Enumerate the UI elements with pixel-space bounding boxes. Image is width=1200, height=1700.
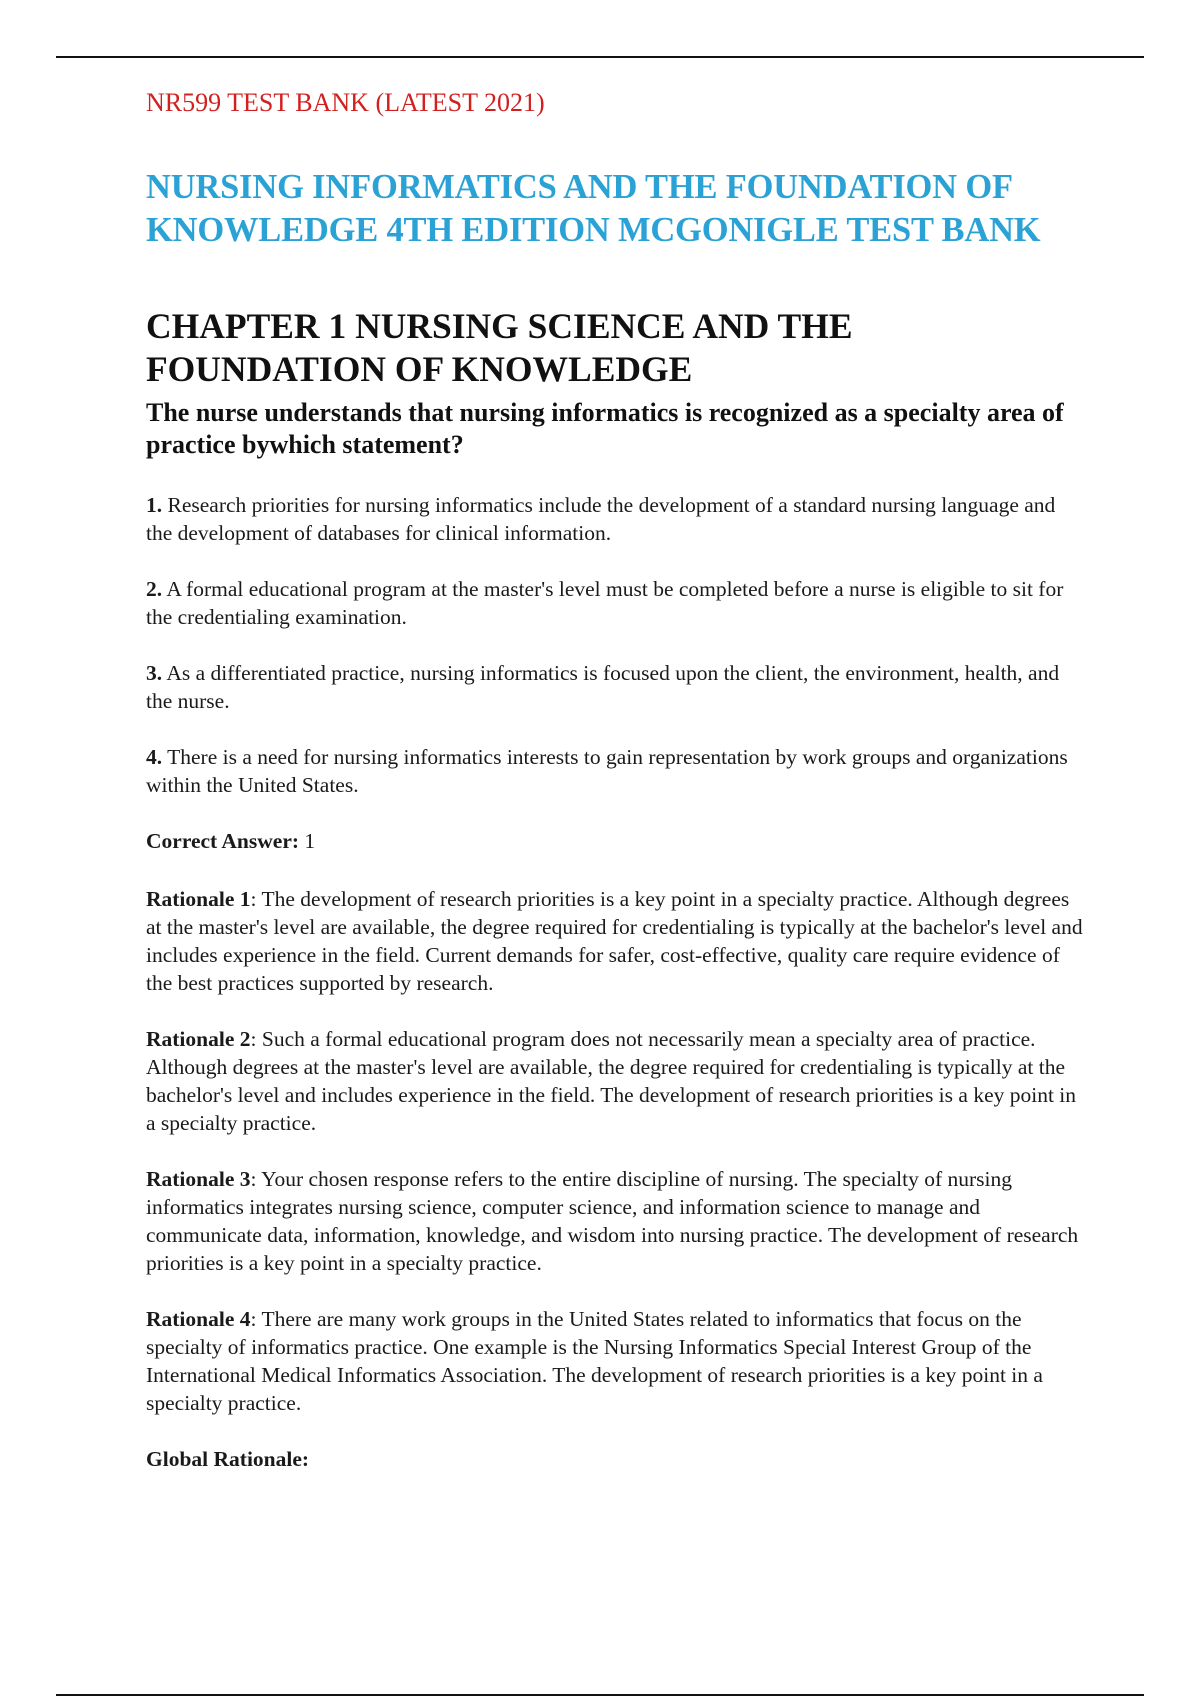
document-tag: NR599 TEST BANK (LATEST 2021) [146,88,545,117]
bottom-rule [56,1694,1144,1696]
rationale-text: : There are many work groups in the United States related to informatics that focus on the specialty of informatics practice. One example is the Nursing Informatics Special Interest Group of the International Medical Informatics Association. The development of research priorities is a key point in a specialty practice. [146,1307,1043,1415]
option-number: 4. [146,745,163,769]
option-2 [146,575,1086,631]
chapter-title: CHAPTER 1 NURSING SCIENCE AND THE FOUNDATION OF KNOWLEDGE [146,306,853,389]
correct-answer-value: 1 [304,829,316,853]
rationale-text: : Such a formal educational program does not necessarily mean a specialty area of practice. Although degrees at the master's level are available, the degree required for credentialing is typically at the bachelor's level and includes experience in the field. The development of research priorities is a key point in a specialty practice. [146,1027,1077,1135]
option-text: A formal educational program at the master's level must be completed before a nurse is eligible to sit for the credentialing examination. [146,577,1064,629]
option-1 [146,491,1086,547]
rationale-4 [146,1305,1086,1417]
rationale-label: Rationale 2 [146,1027,251,1051]
rationale-label: Rationale 4 [146,1307,251,1331]
rationale-label: Rationale 1 [146,887,251,911]
document-body [146,86,1106,1473]
option-text: Research priorities for nursing informatics include the development of a standard nursing language and the development of databases for clinical information. [146,493,1056,545]
option-text: As a differentiated practice, nursing informatics is focused upon the client, the environment, health, and the nurse. [146,661,1060,713]
answer-options [146,491,1106,799]
rationale-3 [146,1165,1086,1277]
option-text: There is a need for nursing informatics interests to gain representation by work groups and organizations within the United States. [146,745,1068,797]
option-4 [146,743,1086,799]
global-rationale-label: Global Rationale: [146,1447,310,1471]
option-number: 3. [146,661,163,685]
rationale-1 [146,885,1086,997]
correct-answer [146,827,1106,855]
top-rule [56,56,1144,58]
correct-answer-label: Correct Answer: [146,829,300,853]
option-number: 2. [146,577,163,601]
rationale-text: : The development of research priorities is a key point in a specialty practice. Although degrees at the master's level are available, the degree required for credentialing is typically at the bachelor's level and includes experience in the field. Current demands for safer, cost-effective, quality care require evidence of the best practices supported by research. [146,887,1083,995]
question-stem: The nurse understands that nursing informatics is recognized as a specialty area of practice bywhich statement? [146,398,1064,459]
rationale-2 [146,1025,1086,1137]
document-title: NURSING INFORMATICS AND THE FOUNDATION OF KNOWLEDGE 4TH EDITION MCGONIGLE TEST BANK [146,168,1041,249]
rationale-label: Rationale 3 [146,1167,251,1191]
option-number: 1. [146,493,163,517]
option-3 [146,659,1086,715]
rationale-text: : Your chosen response refers to the entire discipline of nursing. The specialty of nursing informatics integrates nursing science, computer science, and information science to manage and communicate data, information, knowledge, and wisdom into nursing practice. The development of research priorities is a key point in a specialty practice. [146,1167,1079,1275]
